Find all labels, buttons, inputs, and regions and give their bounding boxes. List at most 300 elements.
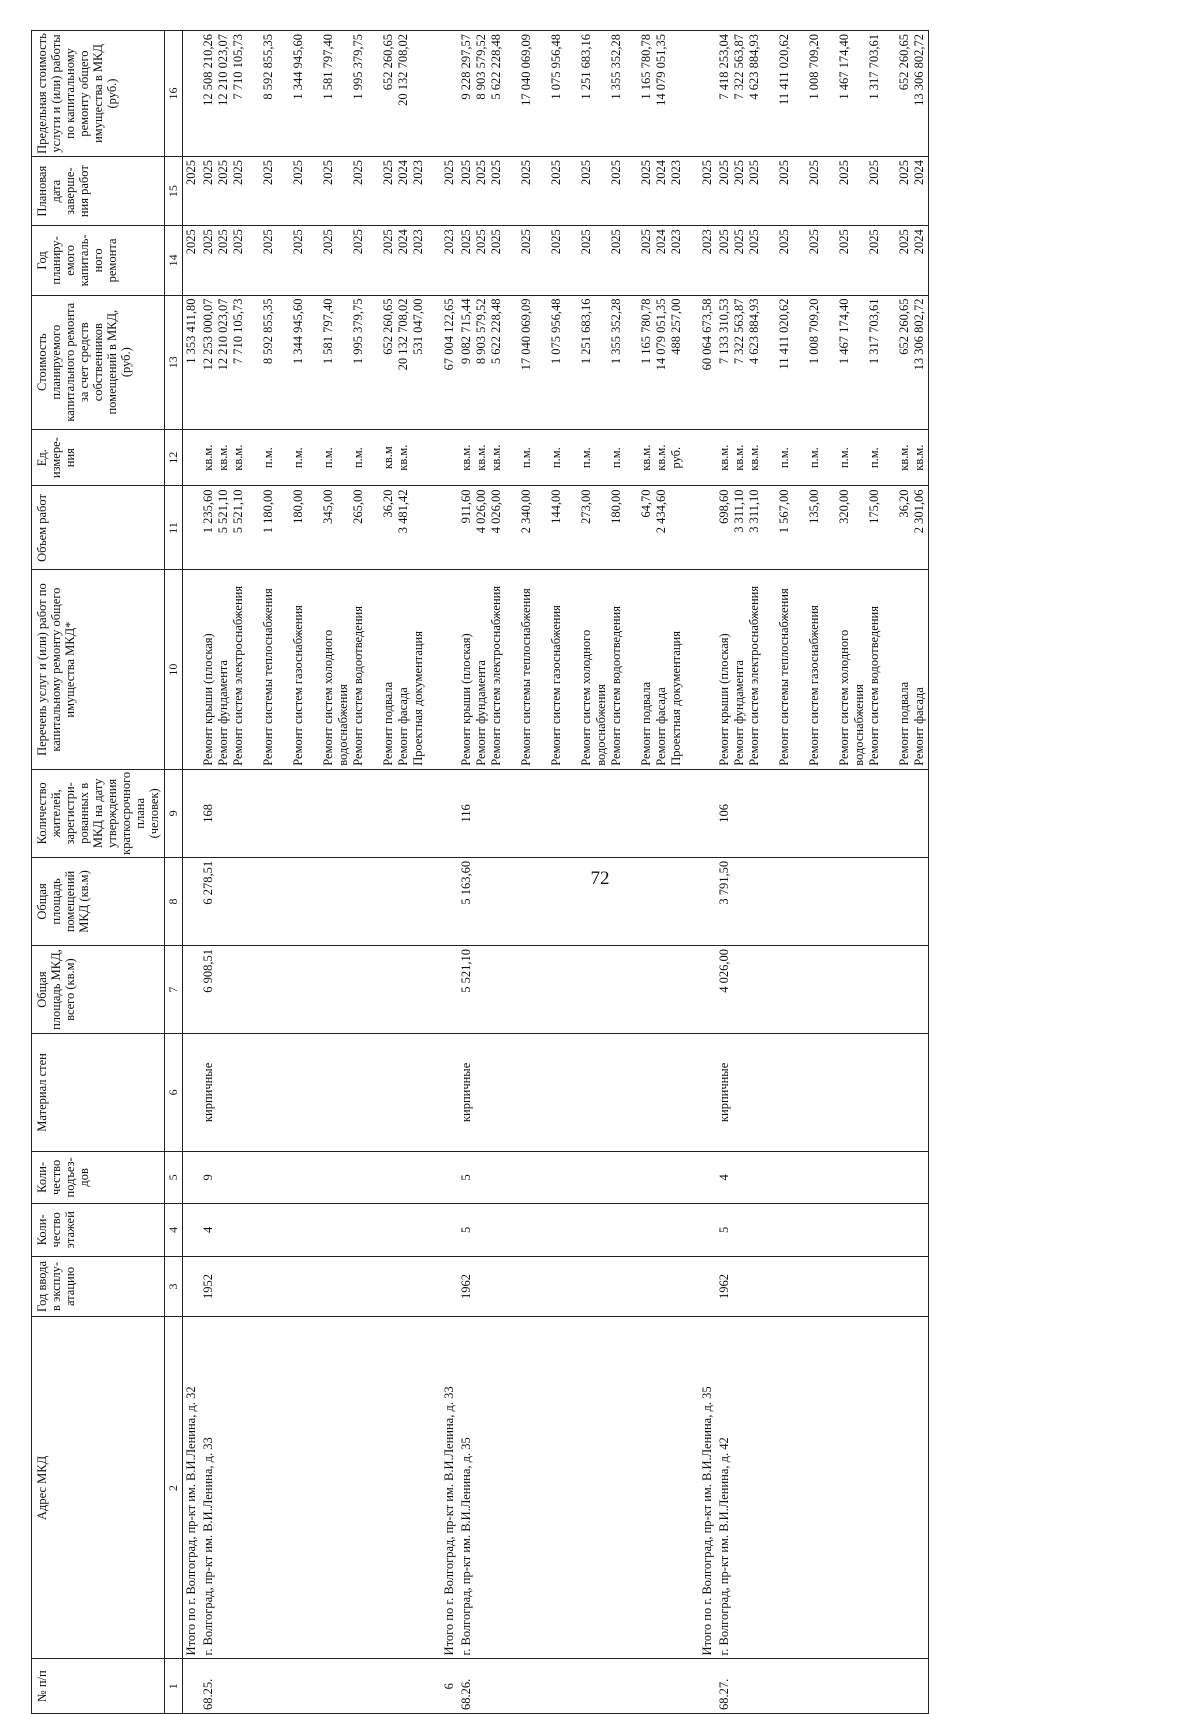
work-max-cost-item: 7 418 253,04 [717, 34, 731, 100]
empty-cell [427, 295, 441, 429]
work-unit [716, 429, 929, 486]
work-name-item: Ремонт систем холодного водоснабжения [321, 629, 350, 766]
work-volume [716, 486, 929, 570]
work-unit-item: кв.м [381, 446, 395, 470]
work-unit-item: кв.м. [201, 444, 215, 471]
floor-count: 4 [200, 1204, 427, 1256]
work-end-item: 2025 [321, 160, 335, 186]
work-volume-item: 4 026,00 [489, 489, 503, 534]
work-max-cost-item: 14 079 051,35 [654, 34, 668, 106]
work-max-cost-item: 1 251 683,16 [579, 34, 593, 100]
work-name-item: Ремонт фасада [654, 687, 668, 766]
column-number-3: 3 [165, 1256, 183, 1317]
empty-cell [699, 946, 716, 1034]
work-year-item: 2025 [474, 229, 488, 255]
work-end-item: 2025 [639, 160, 653, 186]
empty-cell [441, 946, 458, 1034]
work-volume-item: 3 311,10 [747, 489, 761, 533]
work-unit-item: п.м. [291, 447, 305, 469]
empty-cell [427, 31, 441, 157]
work-name-item: Ремонт систем газоснабжения [807, 605, 821, 766]
work-year-item: 2025 [351, 229, 365, 255]
work-unit [458, 429, 685, 486]
work-volume-item: 1 235,60 [201, 489, 215, 534]
work-year-item: 2025 [747, 229, 761, 255]
work-volume [458, 486, 685, 570]
subtotal-cost: 60 064 673,58 [699, 295, 716, 429]
work-end-item: 2025 [732, 160, 746, 186]
subtotal-end: 2025 [699, 157, 716, 226]
work-end [716, 157, 929, 226]
work-max-cost-item: 1 995 379,75 [351, 34, 365, 100]
work-cost-item: 1 075 956,48 [549, 298, 563, 365]
work-volume-item [411, 489, 426, 566]
work-unit-item: кв.м. [732, 444, 746, 471]
work-volume-item: 36,20 [897, 489, 911, 518]
work-end-item: 2025 [897, 160, 911, 186]
work-max-cost-item: 1 165 780,78 [639, 34, 653, 100]
column-number-9: 9 [165, 769, 183, 857]
work-volume-item: 273,00 [579, 489, 593, 524]
empty-cell [183, 857, 201, 945]
work-max-cost [716, 31, 929, 157]
commission-year: 1962 [716, 1256, 929, 1317]
work-year-item: 2025 [201, 229, 215, 255]
work-cost-item: 13 306 802,72 [912, 298, 926, 371]
work-name [458, 570, 685, 769]
work-end-item: 2025 [474, 160, 488, 186]
empty-cell [685, 31, 699, 157]
column-number-11: 11 [165, 486, 183, 570]
work-cost [716, 295, 929, 429]
subtotal-year: 2023 [441, 226, 458, 295]
commission-year: 1962 [458, 1256, 685, 1317]
work-volume-item: 320,00 [837, 489, 851, 524]
work-max-cost [458, 31, 685, 157]
work-volume-item: 175,00 [867, 489, 881, 524]
work-volume-item: 2 340,00 [519, 489, 533, 534]
empty-cell [699, 429, 716, 486]
work-year-item: 2025 [579, 229, 593, 255]
empty-cell [685, 429, 699, 486]
column-header-6: Материал стен [32, 1034, 165, 1152]
column-header-3: Год ввода в эксплу-атацию [32, 1256, 165, 1317]
work-year-item: 2024 [654, 229, 668, 255]
work-year-item: 2025 [216, 229, 230, 255]
column-header-16: Предельная стоимость услуги и (или) работы по капитальному ремонту общего имущества в МКД (руб.) [32, 31, 165, 157]
column-number-10: 10 [165, 570, 183, 769]
total-area: 6 908,51 [200, 946, 427, 1034]
work-cost-item: 11 411 020,62 [777, 298, 791, 370]
work-end-item: 2025 [777, 160, 791, 186]
work-unit-item [411, 433, 426, 483]
work-name-item: Ремонт фасада [396, 687, 410, 766]
work-name-item: Ремонт крыши (плоская) [717, 633, 731, 766]
empty-cell [699, 1204, 716, 1256]
work-name-item: Ремонт фундамента [216, 660, 230, 766]
work-cost-item: 1 008 709,20 [807, 298, 821, 365]
work-name [200, 570, 427, 769]
spacer-row [427, 31, 441, 1714]
empty-cell [183, 31, 201, 157]
subtotal-number [183, 1659, 201, 1714]
work-volume-item: 5 521,10 [231, 489, 245, 534]
commission-year: 1952 [200, 1256, 427, 1317]
work-year-item: 2025 [549, 229, 563, 255]
work-max-cost-item: 1 075 956,48 [549, 34, 563, 100]
work-name-item: Ремонт фундамента [474, 660, 488, 766]
entrance-count: 4 [716, 1151, 929, 1203]
work-max-cost-item: 8 903 579,52 [474, 34, 488, 100]
work-max-cost-item [669, 34, 684, 153]
work-cost-item: 1 251 683,16 [579, 298, 593, 365]
work-volume-item [669, 489, 684, 566]
subtotal-end: 2025 [183, 157, 201, 226]
premises-area: 5 163,60 [458, 857, 685, 945]
work-max-cost-item: 12 508 210,26 [201, 34, 215, 106]
work-unit-item: кв.м. [897, 444, 911, 471]
work-cost-item: 8 903 579,52 [474, 298, 488, 365]
empty-cell [699, 1256, 716, 1317]
work-unit-item: кв.м. [474, 444, 488, 471]
work-name-item: Ремонт фундамента [732, 660, 746, 766]
entrance-count: 9 [200, 1151, 427, 1203]
empty-cell [427, 1659, 441, 1714]
work-volume-item: 180,00 [609, 489, 623, 524]
column-number-7: 7 [165, 946, 183, 1034]
work-year-item: 2025 [609, 229, 623, 255]
work-volume [200, 486, 427, 570]
empty-cell [183, 1034, 201, 1152]
work-max-cost-item: 13 306 802,72 [912, 34, 926, 106]
work-cost-item: 7 133 310,53 [717, 298, 731, 365]
work-volume-item: 698,60 [717, 489, 731, 524]
work-volume-item: 3 311,10 [732, 489, 746, 533]
subtotal-end: 2025 [441, 157, 458, 226]
empty-cell [685, 1317, 699, 1659]
empty-cell [685, 226, 699, 295]
work-year-item: 2023 [669, 229, 683, 255]
empty-cell [699, 1034, 716, 1152]
empty-cell [685, 295, 699, 429]
work-year-item: 2025 [459, 229, 473, 255]
page-number: 72 [590, 868, 610, 889]
empty-cell [699, 31, 716, 157]
subtotal-row [699, 31, 716, 1714]
empty-cell [427, 486, 441, 570]
work-year-item: 2025 [321, 229, 335, 255]
work-volume-item: 144,00 [549, 489, 563, 524]
column-header-15: Плановая дата заверше-ния работ [32, 157, 165, 226]
work-end-item: 2024 [654, 160, 668, 186]
capital-repair-table [31, 30, 929, 1714]
work-name-item: Ремонт систем газоснабжения [549, 605, 563, 766]
work-year-item: 2025 [231, 229, 245, 255]
empty-cell [685, 157, 699, 226]
column-number-13: 13 [165, 295, 183, 429]
empty-cell [699, 486, 716, 570]
work-cost-item: 531 047,00 [411, 298, 425, 355]
work-year [458, 226, 685, 295]
work-unit-item: п.м. [579, 447, 593, 469]
work-volume-item: 911,60 [459, 489, 473, 524]
work-max-cost [200, 31, 427, 157]
work-year-item: 2023 [411, 229, 425, 255]
empty-cell [183, 769, 201, 857]
work-volume-item: 1 567,00 [777, 489, 791, 534]
work-max-cost-item: 8 592 855,35 [261, 34, 275, 100]
work-year-item: 2024 [912, 229, 926, 255]
work-year [716, 226, 929, 295]
work-unit-item: кв.м. [489, 444, 503, 471]
work-cost-item: 20 132 708,02 [396, 298, 410, 371]
work-end-item: 2025 [519, 160, 533, 186]
empty-cell [441, 570, 458, 769]
work-unit-item: п.м. [867, 447, 881, 469]
work-name-item: Ремонт систем электроснабжения [489, 585, 503, 766]
empty-cell [441, 857, 458, 945]
work-cost-item: 1 355 352,28 [609, 298, 623, 365]
work-max-cost-item: 1 344 945,60 [291, 34, 305, 100]
column-header-2: Адрес МКД [32, 1317, 165, 1659]
work-unit-item: кв.м. [654, 444, 668, 471]
work-unit-item: кв.м. [459, 444, 473, 471]
work-end-item: 2025 [351, 160, 365, 186]
work-cost-item: 1 995 379,75 [351, 298, 365, 365]
empty-cell [685, 1034, 699, 1152]
work-end-item: 2025 [201, 160, 215, 186]
empty-cell [699, 1151, 716, 1203]
work-volume-item: 64,70 [639, 489, 653, 518]
work-max-cost-item: 20 132 708,02 [396, 34, 410, 106]
work-volume-item: 2 434,60 [654, 489, 668, 534]
work-end-item: 2025 [867, 160, 881, 186]
empty-cell [441, 429, 458, 486]
work-max-cost-item: 1 317 703,61 [867, 34, 881, 100]
work-unit-item: п.м. [549, 447, 563, 469]
column-number-4: 4 [165, 1204, 183, 1256]
work-unit-item: кв.м. [717, 444, 731, 471]
work-max-cost-item: 1 008 709,20 [807, 34, 821, 100]
column-number-14: 14 [165, 226, 183, 295]
work-max-cost-item [411, 34, 426, 153]
empty-cell [183, 570, 201, 769]
work-cost-item: 17 040 069,09 [519, 298, 533, 371]
empty-cell [441, 1256, 458, 1317]
work-volume-item: 5 521,10 [216, 489, 230, 534]
work-unit-item: п.м. [519, 447, 533, 469]
empty-cell [427, 769, 441, 857]
resident-count: 116 [458, 769, 685, 857]
column-header-12: Ед. измере-ния [32, 429, 165, 486]
column-header-13: Стоимость планируемого капитального ремонта за счет средств собственников помещений в МКД, (руб.) [32, 295, 165, 429]
work-end-item: 2025 [489, 160, 503, 186]
work-end [458, 157, 685, 226]
empty-cell [685, 570, 699, 769]
total-area: 4 026,00 [716, 946, 929, 1034]
table-body [183, 31, 929, 1714]
work-max-cost-item: 11 411 020,62 [777, 34, 791, 105]
work-max-cost-item: 4 623 884,93 [747, 34, 761, 100]
work-unit-item: руб. [669, 446, 683, 469]
work-name-item: Ремонт крыши (плоская) [201, 633, 215, 766]
empty-cell [685, 486, 699, 570]
empty-cell [427, 570, 441, 769]
work-name-item: Ремонт системы теплоснабжения [519, 588, 533, 766]
empty-cell [427, 1256, 441, 1317]
subtotal-cost: 1 353 411,80 [183, 295, 201, 429]
empty-cell [441, 1204, 458, 1256]
work-cost-item: 652 260,65 [897, 298, 911, 355]
empty-cell [427, 1151, 441, 1203]
empty-cell [427, 226, 441, 295]
work-end-item: 2025 [747, 160, 761, 186]
column-number-5: 5 [165, 1151, 183, 1203]
work-cost-item: 7 710 105,73 [231, 298, 245, 365]
work-volume-item: 3 481,42 [396, 489, 410, 534]
empty-cell [441, 486, 458, 570]
empty-cell [685, 769, 699, 857]
entrance-count: 5 [458, 1151, 685, 1203]
work-max-cost-item: 17 040 069,09 [519, 34, 533, 106]
work-unit-item: кв.м. [231, 444, 245, 471]
work-end-item: 2025 [609, 160, 623, 186]
work-unit [200, 429, 427, 486]
subtotal-label: Итого по г. Волгоград, пр-кт им. В.И.Ленина, д. 33 [441, 1317, 458, 1659]
work-volume-item: 180,00 [291, 489, 305, 524]
column-header-11: Объем работ [32, 486, 165, 570]
empty-cell [427, 857, 441, 945]
work-name-item: Ремонт фасада [912, 687, 926, 766]
column-header-14: Год планиру-емого капиталь-ного ремонта [32, 226, 165, 295]
work-name-item: Проектная документация [411, 631, 425, 766]
work-max-cost-item: 12 210 023,07 [216, 34, 230, 106]
work-volume-item: 4 026,00 [474, 489, 488, 534]
empty-cell [685, 946, 699, 1034]
work-volume-item: 265,00 [351, 489, 365, 524]
empty-cell [183, 946, 201, 1034]
work-cost-item: 12 253 000,07 [201, 298, 215, 371]
empty-cell [685, 1256, 699, 1317]
total-area: 5 521,10 [458, 946, 685, 1034]
work-volume-item: 135,00 [807, 489, 821, 524]
empty-cell [441, 1151, 458, 1203]
subtotal-cost: 67 004 122,65 [441, 295, 458, 429]
work-year-item: 2025 [867, 229, 881, 255]
column-number-8: 8 [165, 857, 183, 945]
floor-count: 5 [458, 1204, 685, 1256]
subtotal-number: 6 [441, 1659, 458, 1714]
work-cost-item: 8 592 855,35 [261, 298, 275, 365]
spacer-row [685, 31, 699, 1714]
empty-cell [685, 1204, 699, 1256]
work-year-item: 2025 [732, 229, 746, 255]
work-cost [200, 295, 427, 429]
work-end-item: 2025 [459, 160, 473, 186]
resident-count: 106 [716, 769, 929, 857]
work-end-item: 2025 [837, 160, 851, 186]
empty-cell [183, 1204, 201, 1256]
work-year-item: 2025 [489, 229, 503, 255]
work-cost-item: 14 079 051,35 [654, 298, 668, 371]
work-unit-item: п.м. [777, 447, 791, 469]
work-cost-item: 4 623 884,93 [747, 298, 761, 365]
work-unit-item: кв.м. [747, 444, 761, 471]
work-cost-item: 9 082 715,44 [459, 298, 473, 365]
empty-cell [427, 429, 441, 486]
column-number-12: 12 [165, 429, 183, 486]
work-end-item: 2023 [411, 160, 425, 186]
work-cost-item: 652 260,65 [381, 298, 395, 355]
table-header [32, 31, 183, 1714]
premises-area: 3 791,50 [716, 857, 929, 945]
work-max-cost-item: 652 260,65 [897, 34, 911, 91]
building-number: 68.26. [458, 1659, 685, 1714]
work-name-item: Ремонт крыши (плоская) [459, 633, 473, 766]
floor-count: 5 [716, 1204, 929, 1256]
empty-cell [441, 31, 458, 157]
building-row [458, 31, 685, 1714]
subtotal-year: 2025 [183, 226, 201, 295]
empty-cell [427, 157, 441, 226]
work-unit-item: кв.м. [396, 444, 410, 471]
column-number-15: 15 [165, 157, 183, 226]
building-address: г. Волгоград, пр-кт им. В.И.Ленина, д. 42 [716, 1317, 929, 1659]
column-header-9: Количество жителей, зарегистри-рованных в МКД на дату утверждения краткосрочного плана (человек) [32, 769, 165, 857]
work-cost-item: 7 322 563,87 [732, 298, 746, 365]
work-unit-item: п.м. [261, 447, 275, 469]
work-end-item: 2025 [291, 160, 305, 186]
work-name-item: Ремонт подвала [897, 681, 911, 766]
work-end-item: 2025 [381, 160, 395, 186]
work-cost-item: 1 165 780,78 [639, 298, 653, 365]
work-cost-item: 1 344 945,60 [291, 298, 305, 365]
column-header-4: Коли-чество этажей [32, 1204, 165, 1256]
empty-cell [427, 1317, 441, 1659]
subtotal-row [441, 31, 458, 1714]
work-end-item: 2025 [807, 160, 821, 186]
work-max-cost-item: 9 228 297,57 [459, 34, 473, 100]
empty-cell [685, 1151, 699, 1203]
work-name [716, 570, 929, 769]
subtotal-label: Итого по г. Волгоград, пр-кт им. В.И.Ленина, д. 35 [699, 1317, 716, 1659]
work-cost [458, 295, 685, 429]
work-max-cost-item: 652 260,65 [381, 34, 395, 91]
work-max-cost-item: 1 467 174,40 [837, 34, 851, 100]
work-name-item: Ремонт системы теплоснабжения [261, 588, 275, 766]
work-name-item: Ремонт систем водоотведения [609, 606, 623, 766]
work-name-item: Ремонт систем водоотведения [867, 606, 881, 766]
work-year-item: 2025 [807, 229, 821, 255]
work-cost-item: 5 622 228,48 [489, 298, 503, 365]
work-end-item: 2025 [261, 160, 275, 186]
subtotal-row [183, 31, 201, 1714]
work-name-item: Ремонт систем водоотведения [351, 606, 365, 766]
work-cost-item: 488 257,00 [669, 298, 683, 355]
empty-cell [699, 857, 716, 945]
work-year-item: 2025 [291, 229, 305, 255]
empty-cell [427, 1204, 441, 1256]
work-unit-item: п.м. [321, 447, 335, 469]
work-year [200, 226, 427, 295]
empty-cell [685, 1659, 699, 1714]
empty-cell [699, 570, 716, 769]
work-name-item: Ремонт систем электроснабжения [231, 585, 245, 766]
work-year-item: 2025 [897, 229, 911, 255]
empty-cell [183, 486, 201, 570]
building-address: г. Волгоград, пр-кт им. В.И.Ленина, д. 33 [200, 1317, 427, 1659]
work-unit-item: п.м. [837, 447, 851, 469]
